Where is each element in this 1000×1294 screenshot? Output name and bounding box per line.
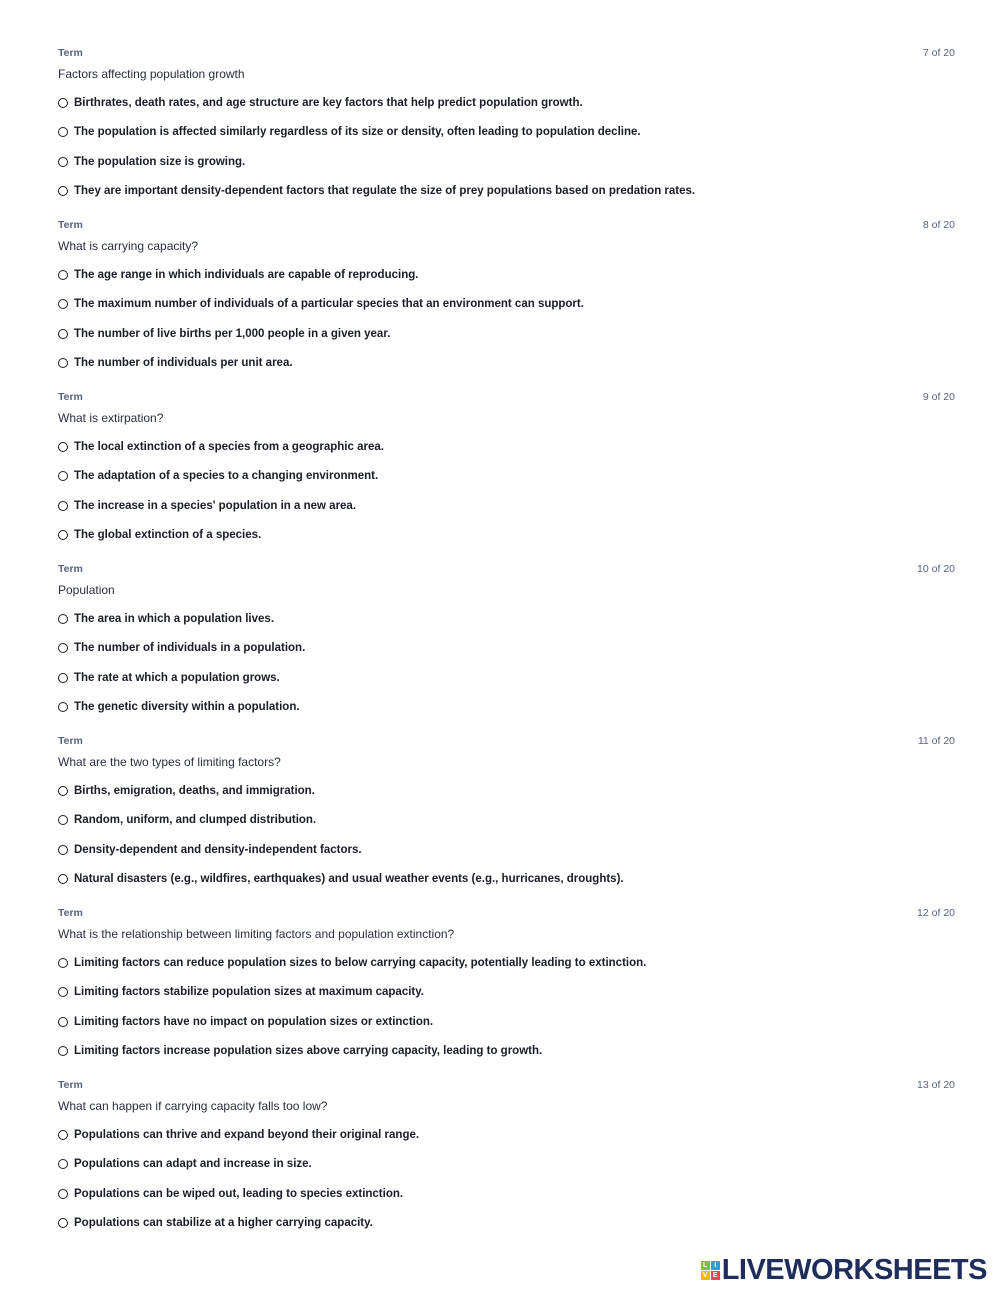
answer-option[interactable] — [58, 357, 584, 386]
question-block — [58, 735, 955, 907]
radio-button[interactable] — [58, 358, 68, 368]
answer-option-text: The maximum number of individuals of a particular species that an environment can support. — [74, 298, 584, 311]
term-label: Term — [58, 735, 83, 747]
answer-option-text: Limiting factors can reduce population sizes to below carrying capacity, potentially leading to extinction. — [74, 957, 647, 969]
radio-button[interactable] — [58, 987, 68, 997]
answer-option-text: The global extinction of a species. — [74, 529, 262, 542]
radio-button[interactable] — [58, 299, 68, 309]
question-block — [58, 47, 955, 219]
answer-option[interactable] — [58, 957, 646, 986]
answer-option[interactable] — [58, 701, 305, 730]
answer-option-text: Births, emigration, deaths, and immigration. — [74, 785, 315, 797]
answer-option[interactable] — [58, 613, 305, 642]
radio-button[interactable] — [58, 530, 68, 540]
answer-option[interactable] — [58, 1217, 419, 1246]
question-prompt: Population — [58, 583, 115, 597]
answer-option[interactable] — [58, 785, 624, 814]
quiz-list — [58, 47, 955, 1251]
question-block — [58, 219, 955, 391]
answer-option[interactable] — [58, 1016, 646, 1045]
radio-button[interactable] — [58, 442, 68, 452]
answer-option-text: Populations can stabilize at a higher carrying capacity. — [74, 1217, 373, 1230]
radio-button[interactable] — [58, 329, 68, 339]
answer-option[interactable] — [58, 97, 695, 126]
radio-button[interactable] — [58, 157, 68, 167]
answer-option-text: The rate at which a population grows. — [74, 671, 280, 684]
radio-button[interactable] — [58, 1046, 68, 1056]
answer-option[interactable] — [58, 500, 384, 529]
answer-option[interactable] — [58, 298, 584, 327]
answer-option-text: The number of live births per 1,000 people in a given year. — [74, 327, 391, 340]
term-label: Term — [58, 1079, 83, 1091]
answer-option[interactable] — [58, 1188, 419, 1217]
answer-option[interactable] — [58, 529, 384, 558]
answer-option[interactable] — [58, 814, 624, 843]
radio-button[interactable] — [58, 845, 68, 855]
liveworksheets-logo — [701, 1255, 987, 1285]
logo-cell: L — [701, 1261, 710, 1270]
answer-option[interactable] — [58, 1045, 646, 1074]
radio-button[interactable] — [58, 1218, 68, 1228]
answer-option[interactable] — [58, 185, 695, 214]
question-prompt: Factors affecting population growth — [58, 67, 245, 81]
answer-option-text: Limiting factors stabilize population sizes at maximum capacity. — [74, 986, 424, 999]
answer-option-text: Natural disasters (e.g., wildfires, earthquakes) and usual weather events (e.g., hurricanes, droughts). — [74, 873, 624, 886]
term-label: Term — [58, 907, 83, 919]
term-label: Term — [58, 47, 83, 59]
radio-button[interactable] — [58, 614, 68, 624]
answer-option[interactable] — [58, 126, 695, 155]
question-counter: 12 of 20 — [917, 907, 955, 919]
answer-option-text: The population is affected similarly regardless of its size or density, often leading to population decline. — [74, 126, 641, 139]
answer-options — [58, 957, 646, 1075]
answer-option-text: The number of individuals in a population. — [74, 642, 306, 655]
question-prompt: What can happen if carrying capacity falls too low? — [58, 1099, 328, 1113]
answer-option[interactable] — [58, 470, 384, 499]
question-block — [58, 907, 955, 1079]
question-block — [58, 1079, 955, 1251]
answer-option[interactable] — [58, 328, 584, 357]
question-block — [58, 391, 955, 563]
radio-button[interactable] — [58, 958, 68, 968]
answer-option[interactable] — [58, 441, 384, 470]
radio-button[interactable] — [58, 673, 68, 683]
question-counter: 8 of 20 — [922, 219, 955, 231]
answer-option-text: The genetic diversity within a population. — [74, 701, 300, 714]
radio-button[interactable] — [58, 815, 68, 825]
radio-button[interactable] — [58, 501, 68, 511]
radio-button[interactable] — [58, 1130, 68, 1140]
logo-cell: V — [701, 1271, 710, 1280]
question-counter: 13 of 20 — [917, 1079, 955, 1091]
question-counter: 11 of 20 — [917, 735, 955, 747]
radio-button[interactable] — [58, 1159, 68, 1169]
answer-options — [58, 1129, 419, 1247]
radio-button[interactable] — [58, 1017, 68, 1027]
answer-option-text: The local extinction of a species from a geographic area. — [74, 441, 384, 453]
answer-option-text: Density-dependent and density-independent factors. — [74, 843, 362, 856]
logo-cell: E — [711, 1271, 720, 1280]
answer-options — [58, 269, 584, 387]
question-prompt: What is extirpation? — [58, 411, 164, 425]
answer-option-text: Limiting factors increase population sizes above carrying capacity, leading to growth. — [74, 1045, 543, 1058]
answer-option-text: Populations can thrive and expand beyond their original range. — [74, 1129, 420, 1141]
radio-button[interactable] — [58, 98, 68, 108]
answer-option-text: Populations can be wiped out, leading to species extinction. — [74, 1187, 404, 1200]
radio-button[interactable] — [58, 702, 68, 712]
answer-option-text: Populations can adapt and increase in size. — [74, 1158, 312, 1171]
answer-option-text: The adaptation of a species to a changing environment. — [74, 470, 379, 483]
answer-option-text: The number of individuals per unit area. — [74, 357, 293, 370]
answer-option[interactable] — [58, 156, 695, 185]
answer-options — [58, 441, 384, 559]
question-counter: 7 of 20 — [922, 47, 955, 59]
answer-option-text: The increase in a species' population in a new area. — [74, 499, 357, 512]
answer-option[interactable] — [58, 986, 646, 1015]
answer-option-text: Limiting factors have no impact on population sizes or extinction. — [74, 1015, 434, 1028]
question-prompt: What is carrying capacity? — [58, 239, 199, 253]
answer-option[interactable] — [58, 1158, 419, 1187]
radio-button[interactable] — [58, 643, 68, 653]
answer-options — [58, 785, 624, 903]
answer-options — [58, 97, 695, 215]
answer-option[interactable] — [58, 642, 305, 671]
question-counter: 10 of 20 — [917, 563, 955, 575]
question-block — [58, 563, 955, 735]
term-label: Term — [58, 391, 83, 403]
answer-option[interactable] — [58, 269, 584, 298]
radio-button[interactable] — [58, 270, 68, 280]
question-prompt: What are the two types of limiting factors? — [58, 755, 281, 769]
answer-option[interactable] — [58, 672, 305, 701]
answer-options — [58, 613, 305, 731]
radio-button[interactable] — [58, 186, 68, 196]
answer-option[interactable] — [58, 1129, 419, 1158]
question-prompt: What is the relationship between limiting factors and population extinction? — [58, 927, 455, 941]
answer-option[interactable] — [58, 873, 624, 902]
radio-button[interactable] — [58, 786, 68, 796]
answer-option[interactable] — [58, 844, 624, 873]
answer-option-text: Birthrates, death rates, and age structure are key factors that help predict population growth. — [74, 97, 583, 109]
term-label: Term — [58, 563, 83, 575]
logo-cell: I — [711, 1261, 720, 1270]
answer-option-text: The area in which a population lives. — [74, 613, 275, 625]
radio-button[interactable] — [58, 874, 68, 884]
answer-option-text: Random, uniform, and clumped distribution. — [74, 814, 317, 827]
liveworksheets-logo-icon — [701, 1261, 720, 1280]
answer-option-text: The population size is growing. — [74, 155, 246, 168]
brand-name: LIVEWORKSHEETS — [721, 1254, 987, 1286]
question-counter: 9 of 20 — [922, 391, 955, 403]
radio-button[interactable] — [58, 471, 68, 481]
term-label: Term — [58, 219, 83, 231]
radio-button[interactable] — [58, 127, 68, 137]
answer-option-text: The age range in which individuals are capable of reproducing. — [74, 269, 419, 281]
answer-option-text: They are important density-dependent factors that regulate the size of prey populations based on predation rates. — [74, 185, 696, 198]
radio-button[interactable] — [58, 1189, 68, 1199]
